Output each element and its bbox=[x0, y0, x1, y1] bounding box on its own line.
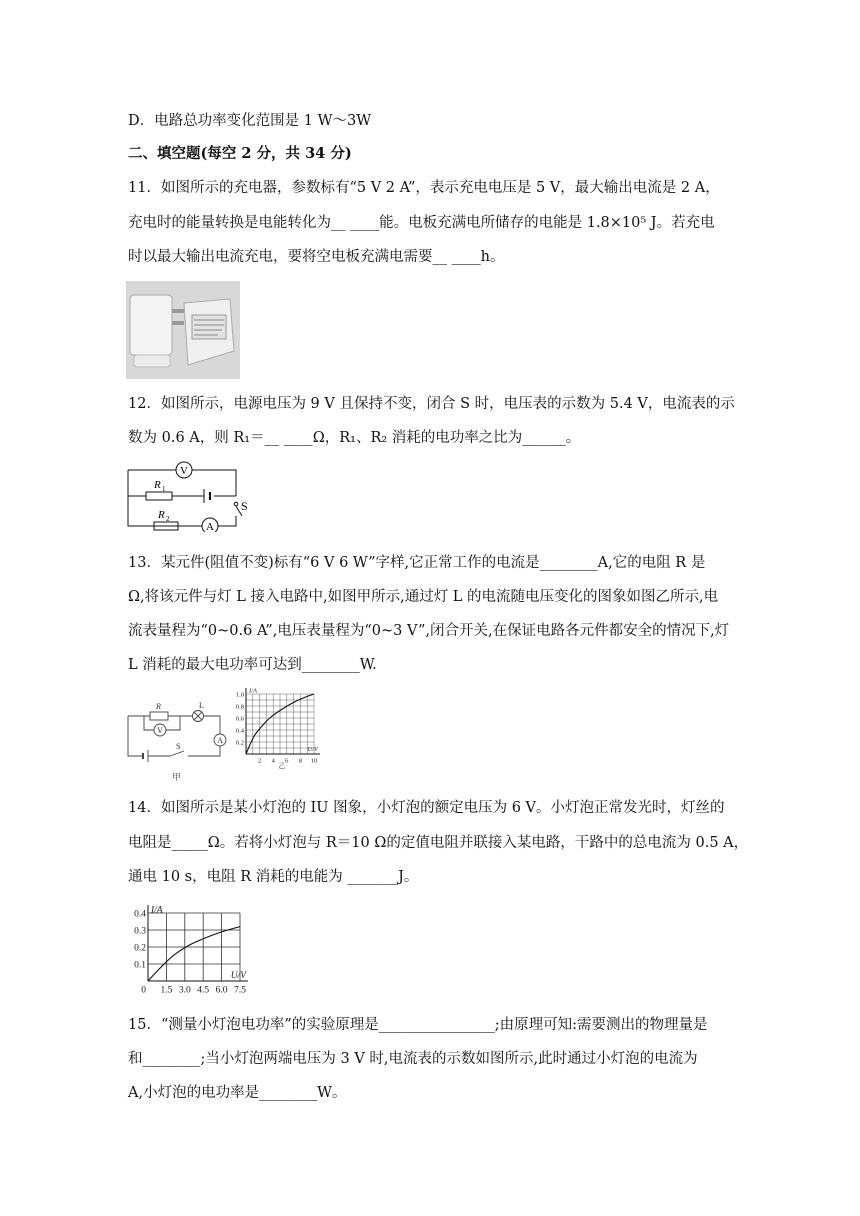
q12-r2-label: R bbox=[158, 509, 165, 521]
q13-switch-label: S bbox=[176, 742, 181, 751]
q13-graph-caption: 乙 bbox=[278, 762, 286, 770]
q12-line2: 数为 0.6 A，则 R₁＝__ ____Ω，R₁、R₂ 消耗的电功率之比为______。 bbox=[128, 430, 581, 446]
q14-line2: 电阻是_____Ω。若将小灯泡与 R＝10 Ω的定值电阻并联接入某电路，干路中的总电流为 0.5 A， bbox=[128, 835, 749, 851]
q15-line2: 和________;当小灯泡两端电压为 3 V 时,电流表的示数如图所示,此时通过小灯泡的电流为 bbox=[128, 1051, 698, 1067]
x-tick-label: 8 bbox=[298, 757, 303, 765]
x-tick-label: 7.5 bbox=[234, 985, 246, 996]
x-tick-label: 4 bbox=[271, 757, 275, 765]
q13-line3: 流表量程为“0~0.6 A”,电压表量程为“0~3 V”,闭合开关,在保证电路各元件都安全的情况下,灯 bbox=[128, 623, 730, 639]
y-tick-label: 1.0 bbox=[235, 691, 244, 699]
q12-circuit bbox=[124, 456, 254, 532]
q12-voltmeter-label: V bbox=[180, 465, 188, 477]
q12-switch-label: S bbox=[241, 499, 248, 513]
q13-circuit-caption: 甲 bbox=[172, 773, 182, 783]
iu-curve bbox=[148, 927, 240, 981]
q15-line3: A,小灯泡的电功率是________W。 bbox=[128, 1085, 347, 1101]
q14-line1: 14．如图所示是某小灯泡的 IU 图象，小灯泡的额定电压为 6 V。小灯泡正常发光时，灯丝的 bbox=[128, 800, 725, 816]
option-d: D．电路总功率变化范围是 1 W～3W bbox=[128, 113, 372, 129]
x-tick-label: 3.0 bbox=[178, 985, 191, 996]
q13-line2: Ω,将该元件与灯 L 接入电路中,如图甲所示,通过灯 L 的电流随电压变化的图象如图乙所示,电 bbox=[128, 589, 719, 605]
q14-graph bbox=[126, 899, 276, 1001]
q11-line1: 11．如图所示的充电器，参数标有“5 V 2 A”，表示充电电压是 5 V，最大输出电流是 2 A， bbox=[128, 180, 720, 196]
charger-photo bbox=[126, 281, 240, 379]
x-tick-label: 1.5 bbox=[160, 985, 173, 996]
y-tick-label: 0.2 bbox=[134, 943, 146, 954]
x-axis-label: U/V bbox=[230, 971, 246, 981]
x-tick-label: 6.0 bbox=[215, 985, 228, 996]
q13-r-label: R bbox=[156, 702, 161, 711]
q13-circuit bbox=[124, 700, 236, 783]
q11-line3: 时以最大输出电流充电，要将空电板充满电需要__ ____h。 bbox=[128, 249, 505, 265]
q13-line4: L 消耗的最大电功率可达到________W. bbox=[128, 657, 377, 673]
y-tick-label: 0.1 bbox=[134, 960, 146, 971]
y-axis-label: I/A bbox=[249, 687, 257, 695]
y-tick-label: 0.2 bbox=[235, 739, 244, 747]
y-tick-label: 0.6 bbox=[235, 715, 244, 723]
q12-r1-sub: 1 bbox=[162, 485, 166, 493]
q13-ammeter-label: A bbox=[217, 736, 223, 745]
q13-lamp-label: L bbox=[199, 701, 204, 710]
q11-line2: 充电时的能量转换是电能转化为__ ____能。电板充满电所储存的电能是 1.8×10⁵ J。若充电 bbox=[128, 215, 715, 231]
q15-line1: 15．“测量小灯泡电功率”的实验原理是________________;由原理可知:需要测出的物理量是 bbox=[128, 1017, 708, 1033]
y-axis-label: I/A bbox=[151, 905, 163, 916]
x-tick-label: 2 bbox=[257, 757, 262, 765]
x-tick-label: 10 bbox=[310, 757, 318, 765]
section-title: 二、填空题(每空 2 分，共 34 分) bbox=[128, 145, 352, 162]
y-tick-label: 0.3 bbox=[134, 926, 146, 937]
q12-r2-sub: 2 bbox=[166, 515, 170, 523]
q13-line1: 13．某元件(阻值不变)标有“6 V 6 W”字样,它正常工作的电流是________A,它的电阻 R 是 bbox=[128, 555, 706, 571]
q13-graph bbox=[232, 682, 332, 770]
x-tick-label: 4.5 bbox=[197, 985, 210, 996]
y-tick-label: 0.8 bbox=[235, 703, 244, 711]
q12-line1: 12．如图所示，电源电压为 9 V 且保持不变，闭合 S 时，电压表的示数为 5.4 V，电流表的示 bbox=[128, 396, 735, 412]
q12-ammeter-label: A bbox=[206, 521, 214, 532]
q13-voltmeter-label: V bbox=[157, 726, 163, 735]
x-axis-label: U/V bbox=[307, 746, 318, 753]
x-tick-label: 6 bbox=[285, 757, 289, 765]
y-tick-label: 0.4 bbox=[134, 909, 146, 920]
origin-label: 0 bbox=[141, 985, 146, 996]
q12-r1-label: R bbox=[154, 479, 161, 491]
y-tick-label: 0.4 bbox=[235, 727, 244, 735]
q14-line3: 通电 10 s，电阻 R 消耗的电能为 _______J。 bbox=[128, 869, 419, 885]
